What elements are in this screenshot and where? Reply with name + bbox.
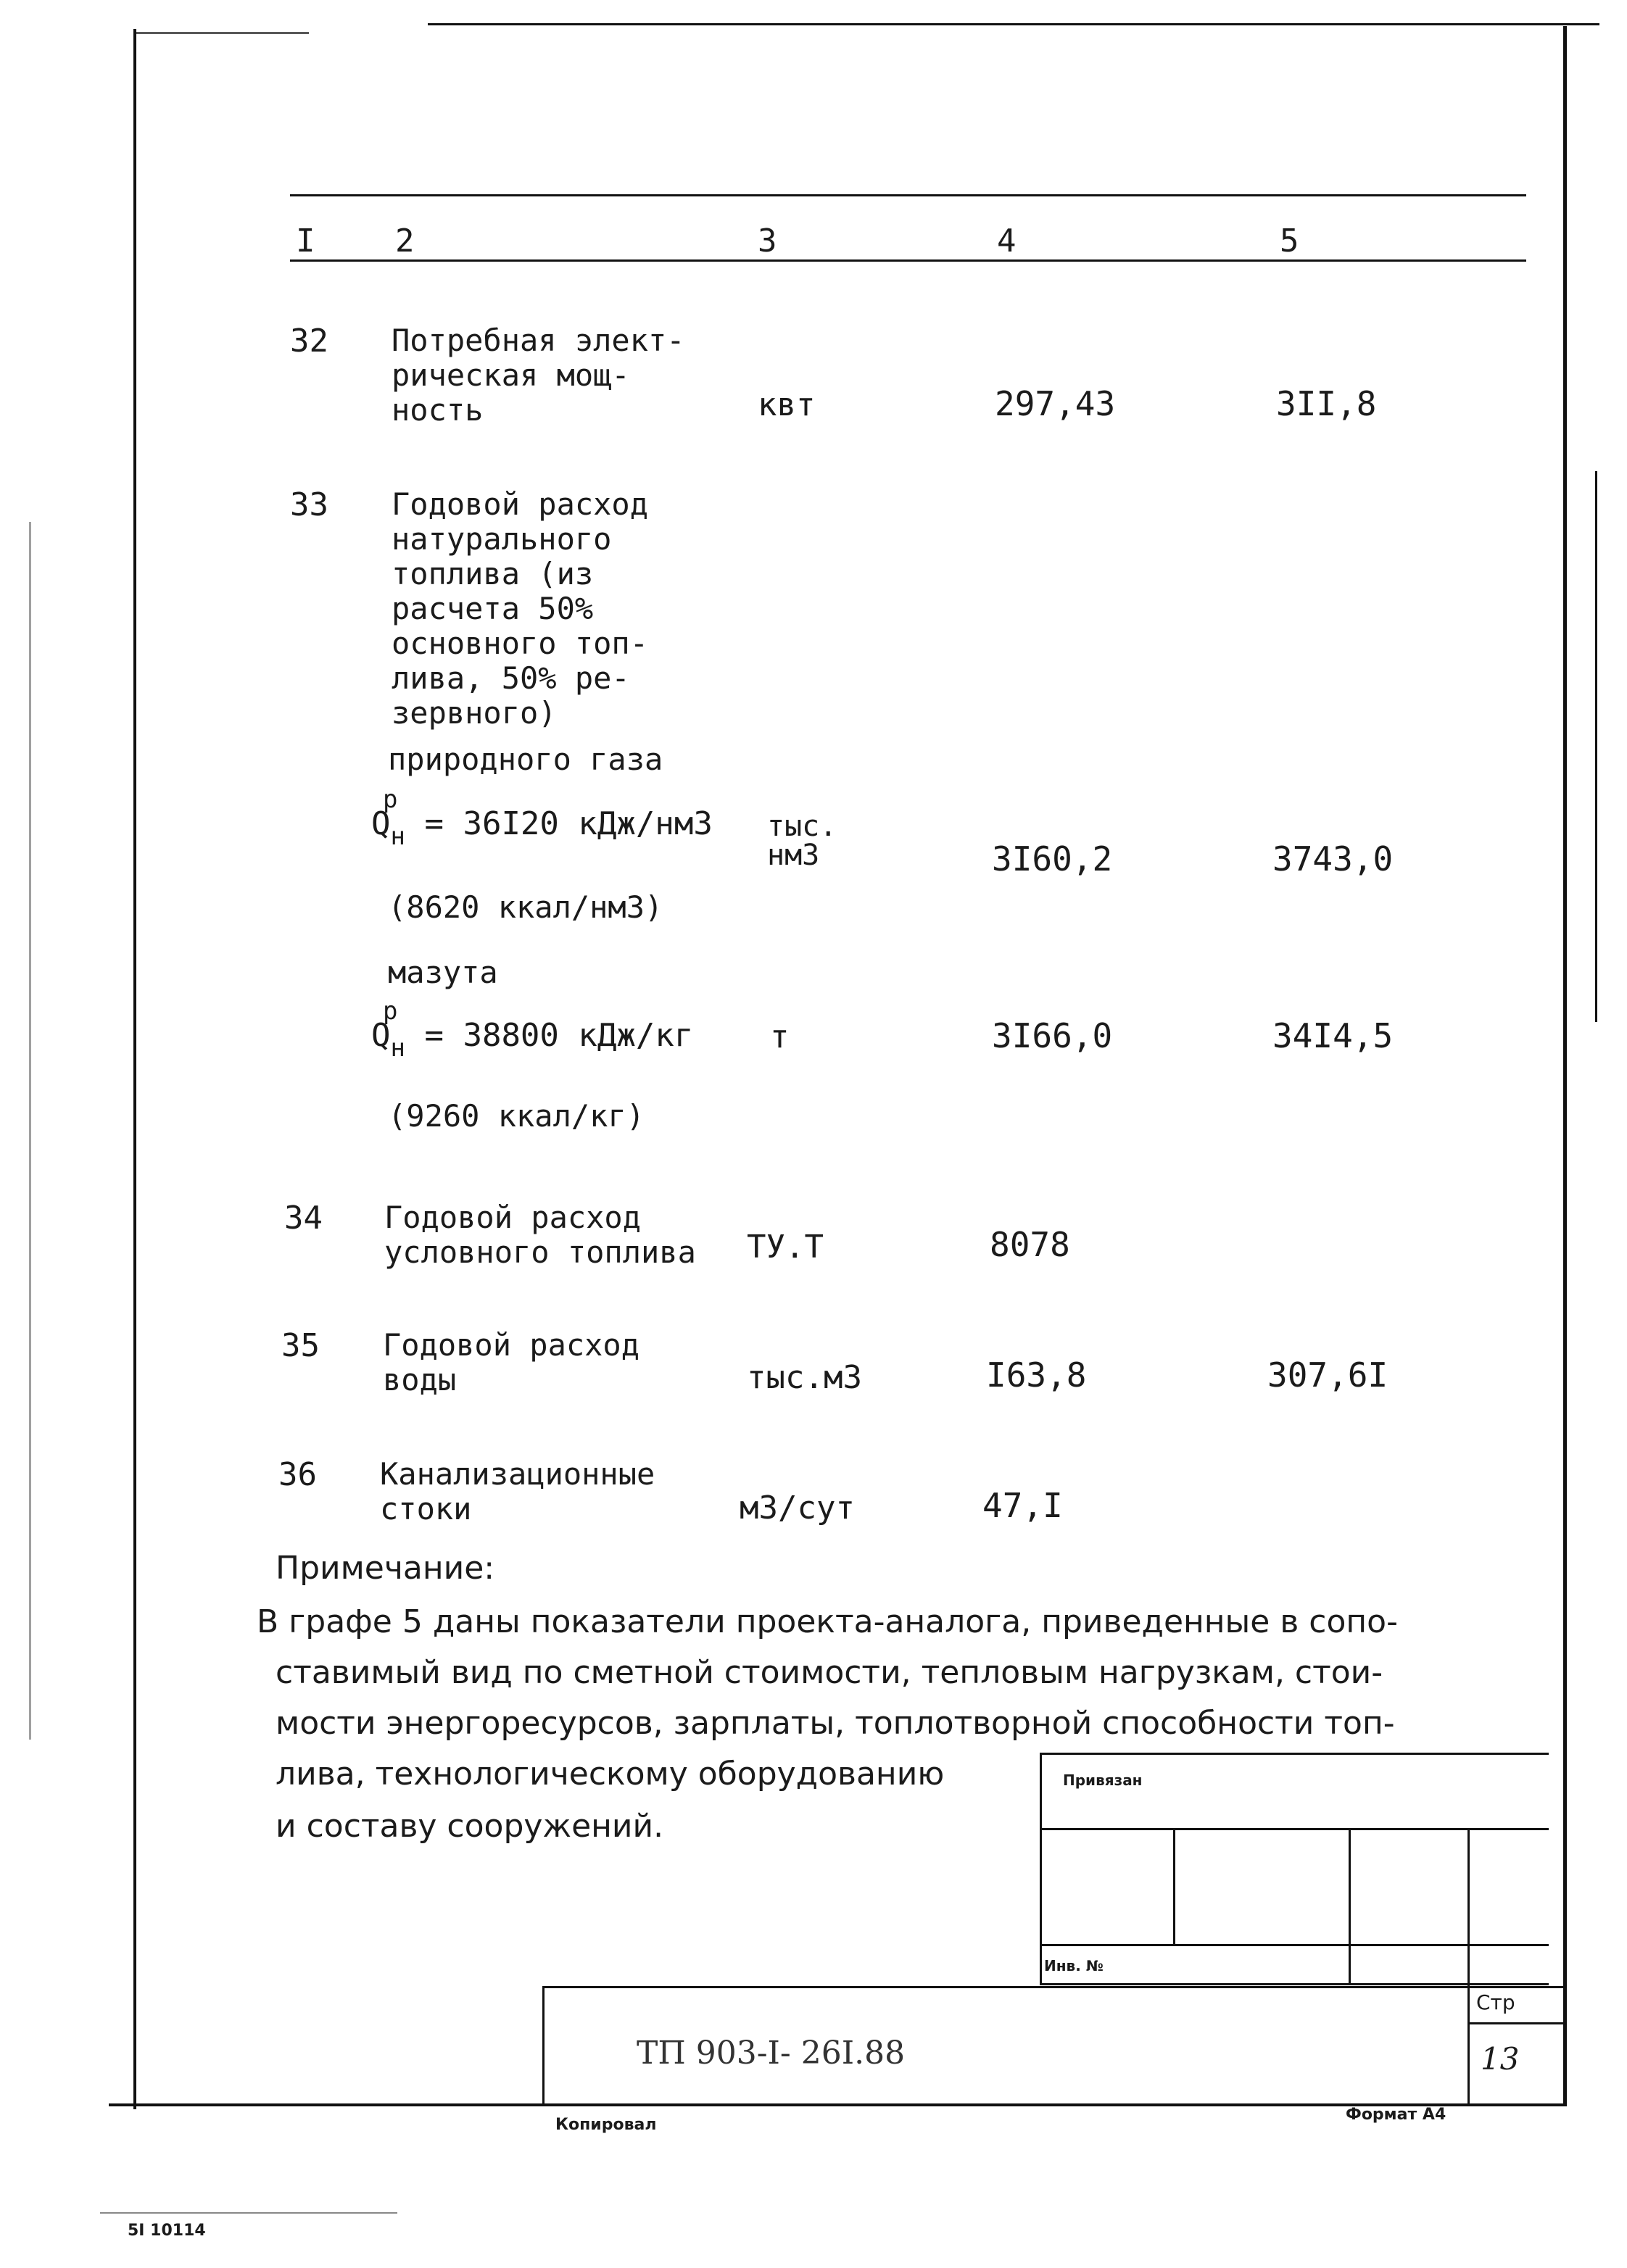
row-col5: 3743,0 [1272,839,1394,878]
row-col5: 34I4,5 [1272,1016,1394,1055]
note-line: мости энергоресурсов, зарплаты, топлотворной способности топ- [276,1705,1395,1742]
row-col4: 3I60,2 [992,839,1113,878]
row-label: Годовой расход натурального топлива (из расчета 50% основного топ- лива, 50% ре- зервного) [392,486,649,731]
row-label: Потребная элект- рическая мощ- ность [392,323,685,428]
note-heading: Примечание: [276,1550,495,1587]
note-line: и составу сооружений. [276,1808,664,1845]
stamp-line [1040,1944,1549,1946]
formula-superscript: p [383,997,398,1026]
formula-symbol: Q [371,1017,391,1054]
formula-superscript: p [383,785,398,814]
row-col4: I63,8 [986,1355,1087,1395]
stamp-line [1040,1983,1549,1985]
row-number: 36 [278,1456,317,1493]
header-col-4: 4 [997,223,1017,259]
row-col5: 307,6I [1267,1355,1388,1395]
footer-bottom-id: 5I 10114 [128,2222,206,2240]
header-col-2: 2 [395,223,415,259]
row-label: Канализационные стоки [380,1456,655,1526]
stamp-divider [1349,1828,1351,1983]
row-number: 32 [290,323,328,360]
document-code: ТП 903-I- 26I.88 [637,2035,906,2072]
row-unit: тыс.м3 [747,1359,862,1396]
row-number: 35 [281,1327,320,1364]
page-number: 13 [1481,2041,1520,2077]
table-header-top-rule [290,194,1526,196]
formula-gas [371,785,713,851]
row-label: (9260 ккал/кг) [388,1098,645,1134]
footer-dash-line [100,2212,397,2214]
note-line: лива, технологическому оборудованию [276,1756,945,1793]
row-col5: 3II,8 [1276,384,1377,423]
page-label: Стр [1476,1990,1515,2014]
stamp-divider [1467,1828,1470,2103]
frame-top-line [428,23,1599,25]
row-label: природного газа [388,742,663,777]
row-col4: 47,I [982,1486,1063,1525]
row-label: (8620 ккал/нм3) [388,889,663,925]
formula-text: = 36I20 кДж/нм3 [424,805,713,842]
row-unit: т [770,1018,790,1055]
stamp-left-line [1040,1753,1042,1985]
note-line: ставимый вид по сметной стоимости, тепловым нагрузкам, стои- [276,1654,1383,1691]
row-col4: 3I66,0 [992,1016,1113,1055]
titleblock-top-line [542,1986,1565,1988]
stamp-top-line [1040,1753,1549,1755]
table-header-bottom-rule [290,259,1526,262]
row-unit: м3/сут [740,1490,855,1526]
row-unit: тыс. нм3 [767,810,837,872]
header-col-5: 5 [1280,223,1299,259]
row-unit: ТУ.Т [747,1229,824,1266]
row-number: 34 [284,1200,323,1237]
titleblock-page-line [1467,2022,1565,2024]
right-margin-line [1595,471,1597,1022]
titleblock-left-line [542,1986,545,2106]
row-col4: 297,43 [995,384,1116,423]
row-label: мазута [388,955,498,990]
row-col4: 8078 [990,1225,1070,1264]
row-label: Годовой расход воды [383,1327,640,1397]
stamp-privyazan: Привязан [1063,1771,1143,1789]
left-margin-dashes [29,522,31,1740]
formula-text: = 38800 кДж/кг [424,1017,694,1054]
footer-format: Формат А4 [1346,2106,1446,2124]
row-unit: квт [758,386,816,423]
row-number: 33 [290,486,328,523]
formula-subscript: н [390,1034,405,1063]
frame-right-line [1563,26,1567,2106]
header-col-3: 3 [758,223,777,259]
formula-symbol: Q [371,805,391,842]
stamp-inv: Инв. № [1044,1957,1104,1974]
row-label: Годовой расход условного топлива [384,1200,696,1270]
stamp-divider [1173,1828,1175,1944]
formula-mazut [371,997,694,1063]
note-line: В графе 5 даны показатели проекта-аналога, приведенные в сопо- [257,1603,1398,1640]
header-col-1: I [296,223,315,259]
formula-subscript: н [390,822,405,851]
footer-copied: Копировал [555,2116,657,2134]
frame-left-line [133,29,136,2109]
frame-top-left-line [135,32,309,34]
stamp-line [1040,1828,1549,1830]
